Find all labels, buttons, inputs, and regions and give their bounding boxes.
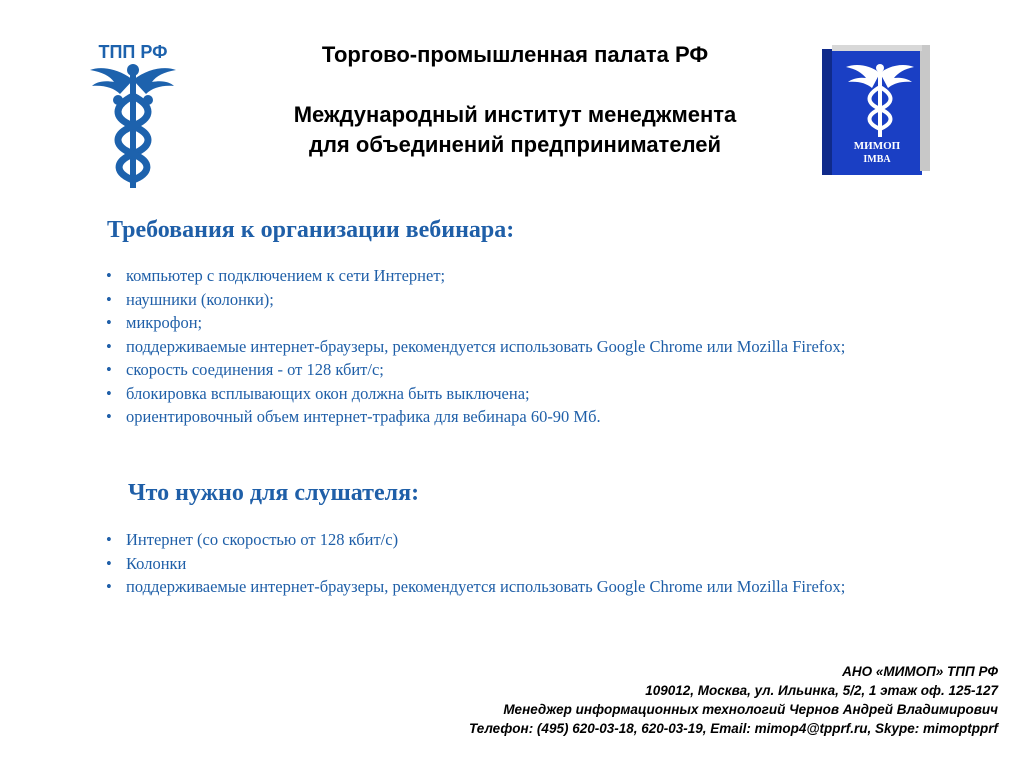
mimop-book-logo — [822, 45, 932, 175]
bullet: • — [106, 530, 112, 549]
footer-organization: АНО «МИМОП» ТПП РФ — [842, 664, 998, 679]
bullet: • — [106, 336, 112, 356]
bullet: • — [106, 407, 112, 426]
requirements-list — [106, 264, 966, 429]
list-item — [106, 552, 966, 576]
list-item — [106, 264, 966, 288]
bullet: • — [106, 266, 112, 285]
list-item — [106, 288, 966, 312]
list-item-text: микрофон; — [126, 313, 203, 332]
book-caduceus-icon — [822, 45, 932, 175]
list-item-text: Колонки — [126, 553, 187, 573]
bullet: • — [106, 360, 112, 379]
bullet: • — [106, 289, 112, 309]
list-item — [106, 575, 966, 599]
footer-manager: Менеджер информационных технологий Чернов Андрей Владимирович — [503, 702, 998, 717]
header-institute-line1: Международный институт менеджмента — [293, 102, 737, 127]
bullet: • — [106, 383, 112, 403]
list-item-text: ориентировочный объем интернет-трафика для вебинара 60-90 Мб. — [126, 407, 601, 426]
list-item — [106, 405, 966, 429]
header-spacer — [200, 70, 830, 100]
caduceus-icon — [88, 40, 178, 190]
bullet: • — [106, 313, 112, 332]
list-item-text: блокировка всплывающих окон должна быть выключена; — [126, 383, 530, 403]
list-item-text: поддерживаемые интернет-браузеры, рекомендуется использовать Google Chrome или Mozilla Firefox; — [126, 336, 846, 356]
header-organization: Торгово-промышленная палата РФ — [321, 42, 709, 67]
list-item — [106, 528, 966, 552]
book-label-line2: IMBA — [863, 154, 891, 165]
tpp-rf-logo — [88, 40, 178, 190]
tpp-logo-text: ТПП РФ — [98, 42, 168, 62]
list-item — [106, 335, 966, 359]
footer-address: 109012, Москва, ул. Ильинка, 5/2, 1 этаж оф. 125-127 — [645, 683, 998, 698]
page-header — [200, 40, 830, 160]
list-item-text: поддерживаемые интернет-браузеры, рекомендуется использовать Google Chrome или Mozilla Firefox; — [126, 577, 846, 596]
list-item — [106, 311, 966, 335]
list-item-text: скорость соединения - от 128 кбит/с; — [126, 360, 384, 379]
book-label-line1: МИМОП — [853, 140, 901, 152]
list-item — [106, 358, 966, 382]
list-item-text: Интернет (со скоростью от 128 кбит/с) — [126, 530, 399, 549]
list-item-text: наушники (колонки); — [126, 289, 274, 309]
list-item-text: компьютер с подключением к сети Интернет; — [126, 266, 446, 285]
listener-title: Что нужно для слушателя: — [128, 480, 420, 506]
header-institute-line2: для объединений предпринимателей — [308, 132, 722, 157]
bullet: • — [106, 577, 112, 596]
listener-list — [106, 528, 966, 599]
contact-footer — [298, 662, 998, 738]
bullet: • — [106, 553, 112, 573]
list-item — [106, 382, 966, 406]
requirements-title: Требования к организации вебинара: — [107, 217, 515, 243]
footer-contacts: Телефон: (495) 620-03-18, 620-03-19, Email: mimop4@tpprf.ru, Skype: mimoptpprf — [469, 721, 998, 736]
